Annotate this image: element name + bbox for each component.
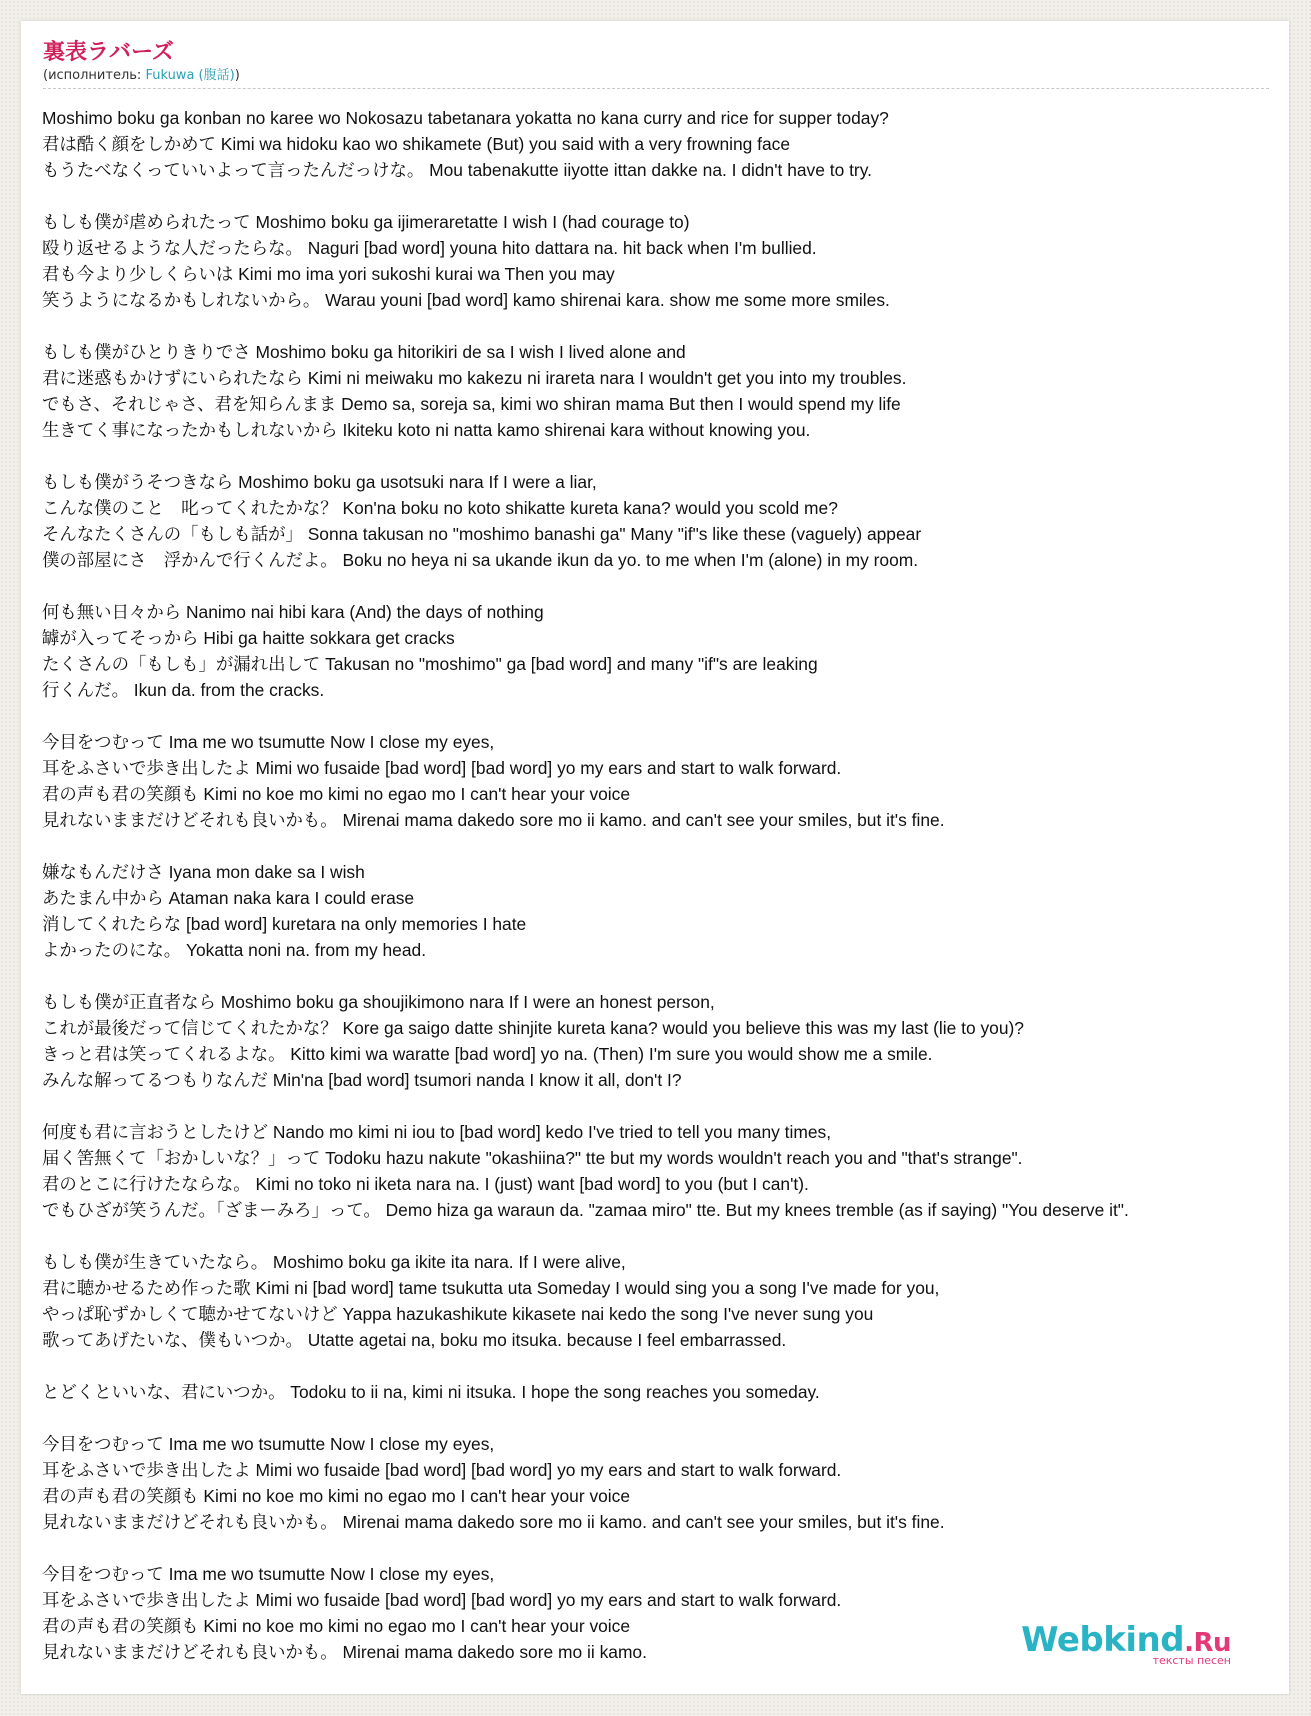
lyrics-stanza xyxy=(42,599,1289,703)
lyric-line: やっぱ恥ずかしくて聴かせてないけど Yappa hazukashikute kikasete nai kedo the song I've never sung you xyxy=(42,1304,874,1324)
artist-prefix: (исполнитель: xyxy=(43,68,146,83)
lyric-line: 君の声も君の笑顔も Kimi no koe mo kimi no egao mo I can't hear your voice xyxy=(42,784,631,804)
lyrics-stanza xyxy=(42,1249,1289,1353)
lyric-line: もしも僕がうそつきなら Moshimo boku ga usotsuki nara If I were a liar, xyxy=(42,472,597,492)
lyric-line: 笑うようになるかもしれないから。 Warau youni [bad word] kamo shirenai kara. show me some more smiles. xyxy=(42,290,890,310)
lyric-line: 君に迷惑もかけずにいられたなら Kimi ni meiwaku mo kakezu ni irareta nara I wouldn't get you into my troubles. xyxy=(42,368,907,388)
lyrics-stanza xyxy=(42,1119,1289,1223)
lyric-line: 殴り返せるような人だったらな。 Naguri [bad word] youna hito dattara na. hit back when I'm bullied. xyxy=(42,238,817,258)
lyric-line: もしも僕が虐められたって Moshimo boku ga ijimeraretatte I wish I (had courage to) xyxy=(42,212,690,232)
lyric-line: よかったのにな。 Yokatta noni na. from my head. xyxy=(42,940,427,960)
lyric-line: でもひざが笑うんだ。「ざまーみろ」って。 Demo hiza ga waraun da. "zamaa miro" tte. But my knees tremble (as if saying) "You deserve it". xyxy=(42,1200,1129,1220)
artist-line xyxy=(43,67,1269,85)
lyric-line: 耳をふさいで歩き出したよ Mimi wo fusaide [bad word] [bad word] yo my ears and start to walk forward. xyxy=(42,1460,842,1480)
artist-suffix: ) xyxy=(234,68,240,83)
logo-tld: .Ru xyxy=(1184,1628,1231,1658)
lyric-line: 君の声も君の笑顔も Kimi no koe mo kimi no egao mo I can't hear your voice xyxy=(42,1616,631,1636)
song-header xyxy=(43,39,1269,89)
lyrics-stanza xyxy=(42,859,1289,963)
lyric-line: 今目をつむって Ima me wo tsumutte Now I close my eyes, xyxy=(42,1564,495,1584)
lyric-line: 何度も君に言おうとしたけど Nando mo kimi ni iou to [bad word] kedo I've tried to tell you many times, xyxy=(42,1122,832,1142)
lyric-line: 君のとこに行けたならな。 Kimi no toko ni iketa nara na. I (just) want [bad word] to you (but I can't). xyxy=(42,1174,809,1194)
artist-link[interactable]: Fukuwa (腹話) xyxy=(145,68,235,83)
site-logo[interactable] xyxy=(1021,1620,1231,1667)
lyrics-sheet xyxy=(21,21,1289,1694)
lyrics-body xyxy=(42,105,1289,1691)
lyric-line: 耳をふさいで歩き出したよ Mimi wo fusaide [bad word] [bad word] yo my ears and start to walk forward. xyxy=(42,758,842,778)
song-title: 裏表ラバーズ xyxy=(43,40,174,65)
lyrics-stanza xyxy=(42,1431,1289,1535)
lyric-line: 見れないままだけどそれも良いかも。 Mirenai mama dakedo sore mo ii kamo. and can't see your smiles, but it's fine. xyxy=(42,1512,945,1532)
lyric-line: きっと君は笑ってくれるよな。 Kitto kimi wa waratte [bad word] yo na. (Then) I'm sure you would show me a smile. xyxy=(42,1044,933,1064)
lyric-line: あたまん中から Ataman naka kara I could erase xyxy=(42,888,415,908)
lyric-line: そんなたくさんの「もしも話が」 Sonna takusan no "moshimo banashi ga" Many "if"s like these (vaguely) appear xyxy=(42,524,922,544)
lyric-line: 行くんだ。 Ikun da. from the cracks. xyxy=(42,680,325,700)
lyric-line: こんな僕のこと 叱ってくれたかな？ Kon'na boku no koto shikatte kureta kana? would you scold me? xyxy=(42,498,838,518)
lyric-line: 君に聴かせるため作った歌 Kimi ni [bad word] tame tsukutta uta Someday I would sing you a song I've made for you, xyxy=(42,1278,940,1298)
lyric-line: 見れないままだけどそれも良いかも。 Mirenai mama dakedo sore mo ii kamo. xyxy=(42,1642,647,1662)
lyric-line: みんな解ってるつもりなんだ Min'na [bad word] tsumori nanda I know it all, don't I? xyxy=(42,1070,682,1090)
lyrics-stanza xyxy=(42,989,1289,1093)
lyric-line: 生きてく事になったかもしれないから Ikiteku koto ni natta kamo shirenai kara without knowing you. xyxy=(42,420,811,440)
lyric-line: 今目をつむって Ima me wo tsumutte Now I close my eyes, xyxy=(42,1434,495,1454)
logo-main-text: Webkind xyxy=(1021,1620,1185,1660)
lyric-line: 君は酷く顔をしかめて Kimi wa hidoku kao wo shikamete (But) you said with a very frowning face xyxy=(42,134,791,154)
lyric-line: 届く筈無くて「おかしいな？」って Todoku hazu nakute "okashiina?" tte but my words wouldn't reach you and "that's strange". xyxy=(42,1148,1023,1168)
lyric-line: もしも僕が正直者なら Moshimo boku ga shoujikimono nara If I were an honest person, xyxy=(42,992,715,1012)
lyric-line: 君も今より少しくらいは Kimi mo ima yori sukoshi kurai wa Then you may xyxy=(42,264,615,284)
lyric-line: 僕の部屋にさ 浮かんで行くんだよ。 Boku no heya ni sa ukande ikun da yo. to me when I'm (alone) in my room. xyxy=(42,550,919,570)
lyrics-stanza xyxy=(42,105,1289,183)
logo-tagline: тексты песен xyxy=(1152,1654,1231,1667)
lyric-line: 罅が入ってそっから Hibi ga haitte sokkara get cracks xyxy=(42,628,455,648)
lyric-line: もしも僕が生きていたなら。 Moshimo boku ga ikite ita nara. If I were alive, xyxy=(42,1252,626,1272)
lyric-line: もしも僕がひとりきりでさ Moshimo boku ga hitorikiri de sa I wish I lived alone and xyxy=(42,342,686,362)
lyric-line: でもさ、それじゃさ、君を知らんまま Demo sa, soreja sa, kimi wo shiran mama But then I would spend my life xyxy=(42,394,901,414)
lyrics-stanza xyxy=(42,339,1289,443)
lyric-line: これが最後だって信じてくれたかな？ Kore ga saigo datte shinjite kureta kana? would you believe this was my last (lie to you)? xyxy=(42,1018,1024,1038)
lyric-line: たくさんの「もしも」が漏れ出して Takusan no "moshimo" ga [bad word] and many "if"s are leaking xyxy=(42,654,818,674)
lyrics-stanza xyxy=(42,1379,1289,1405)
logo-wordmark xyxy=(1021,1620,1231,1660)
lyric-line: 見れないままだけどそれも良いかも。 Mirenai mama dakedo sore mo ii kamo. and can't see your smiles, but it's fine. xyxy=(42,810,945,830)
lyric-line: 君の声も君の笑顔も Kimi no koe mo kimi no egao mo I can't hear your voice xyxy=(42,1486,631,1506)
lyrics-stanza xyxy=(42,729,1289,833)
lyric-line: 歌ってあげたいな、僕もいつか。 Utatte agetai na, boku mo itsuka. because I feel embarrassed. xyxy=(42,1330,787,1350)
lyric-line: もうたべなくっていいよって言ったんだっけな。 Mou tabenakutte iiyotte ittan dakke na. I didn't have to try. xyxy=(42,160,872,180)
lyrics-stanza xyxy=(42,469,1289,573)
lyric-line: 耳をふさいで歩き出したよ Mimi wo fusaide [bad word] [bad word] yo my ears and start to walk forward. xyxy=(42,1590,842,1610)
lyrics-stanza xyxy=(42,209,1289,313)
lyric-line: Moshimo boku ga konban no karee wo Nokosazu tabetanara yokatta no kana curry and rice for supper today? xyxy=(42,108,889,128)
lyric-line: とどくといいな、君にいつか。 Todoku to ii na, kimi ni itsuka. I hope the song reaches you someday. xyxy=(42,1382,820,1402)
lyric-line: 今目をつむって Ima me wo tsumutte Now I close my eyes, xyxy=(42,732,495,752)
lyric-line: 何も無い日々から Nanimo nai hibi kara (And) the days of nothing xyxy=(42,602,544,622)
lyric-line: 消してくれたらな [bad word] kuretara na only memories I hate xyxy=(42,914,527,934)
lyric-line: 嫌なもんだけさ Iyana mon dake sa I wish xyxy=(42,862,365,882)
